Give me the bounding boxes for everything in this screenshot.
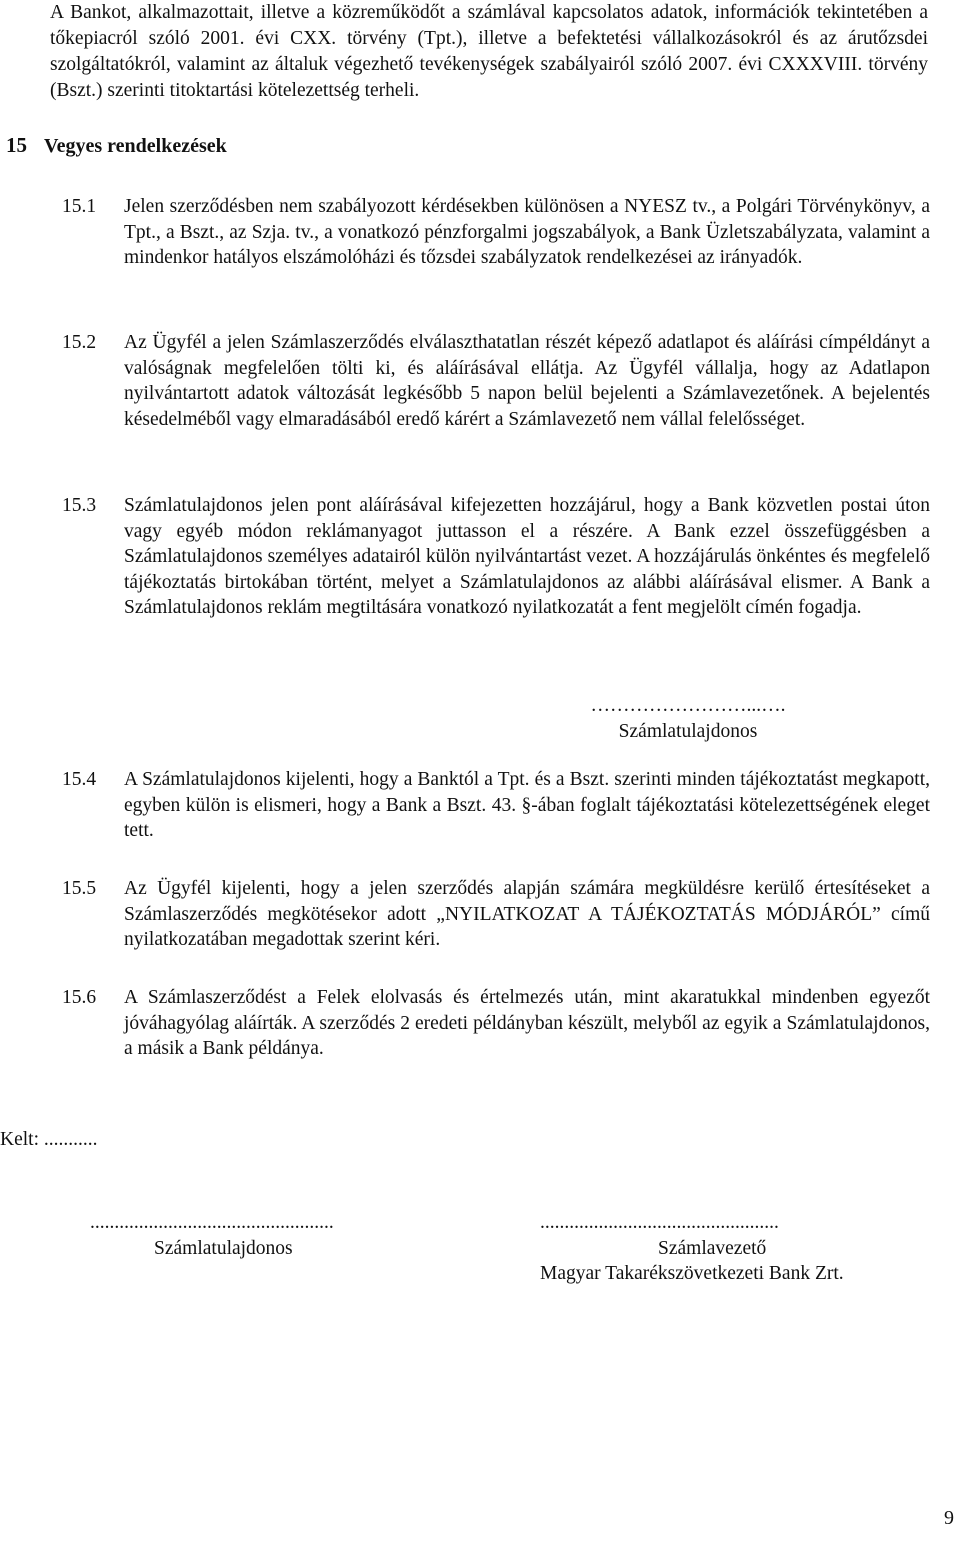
section-text: Számlatulajdonos jelen pont aláírásával kifejezetten hozzájárul, hogy a Bank közvetlen postai úton vagy egyéb módon reklámanyagot juttasson el a részére. A Bank ezzel összefüggésben a Számlatulajdonos személyes adatairól külön nyilvántartást vezet. A hozzájárulás önkéntes és megfelelő tájékoztatás birtokában történt, melyet a Számlatulajdonos az alábbi aláírásával elismer. A Bank a Számlatulajdonos reklám megtiltására vonatkozó nyilatkozatát a fent megjelölt címén fogadja.	[124, 495, 930, 618]
signature-line: ..................................................	[90, 1212, 334, 1233]
signature-account-holder	[90, 1210, 390, 1261]
signature-label: Számlavezető	[658, 1237, 767, 1259]
signature-line: ……………………...….	[590, 695, 786, 716]
signature-label: Számlatulajdonos	[154, 1237, 293, 1259]
section-text: Jelen szerződésben nem szabályozott kérdésekben különösen a NYESZ tv., a Polgári Törvénykönyv, a Tpt., a Bszt., az Szja. tv., a vonatkozó pénzforgalmi jogszabályok, a Bank Üzletszabályzata, valamint a mindenkor hatályos elszámolóházi és tőzsdei szabályzatok rendelkezései az irányadók.	[124, 196, 930, 268]
heading-title: Vegyes rendelkezések	[44, 135, 227, 157]
section-number: 15.4	[62, 769, 97, 790]
section-text: Az Ügyfél kijelenti, hogy a jelen szerződés alapján számára megküldésre kerülő értesítéseket a Számlaszerződés megkötésekor adott „NYILATKOZAT A TÁJÉKOZTATÁS MÓDJÁRÓL” című nyilatkozatában megadottak szerint kéri.	[124, 878, 930, 950]
section-15-6	[62, 985, 930, 1062]
heading-number: 15	[6, 133, 27, 157]
signature-sublabel: Magyar Takarékszövetkezeti Bank Zrt.	[540, 1263, 844, 1284]
inline-signature	[538, 693, 838, 744]
date-place-field: Kelt: ...........	[0, 1129, 98, 1150]
page-number: 9	[944, 1507, 954, 1529]
section-number: 15.3	[62, 495, 97, 516]
section-heading	[6, 133, 227, 160]
section-number: 15.2	[62, 332, 97, 353]
section-text: Az Ügyfél a jelen Számlaszerződés elválaszthatatlan részét képező adatlapot és aláírási címpéldányt a valóságnak megfelelően tölti ki, és aláírásával ellátja. Az Ügyfél vállalja, hogy az Adatlapon nyilvántartott adatok változását legkésőbb 5 napon belül bejelenti a Számlavezetőnek. A bejelentés késedelméből vagy elmaradásából eredő kárért a Számlavezető nem vállal felelősséget.	[124, 332, 930, 430]
section-number: 15.1	[62, 196, 97, 217]
section-15-2	[62, 330, 930, 432]
section-text: A Számlatulajdonos kijelenti, hogy a Banktól a Tpt. és a Bszt. szerinti minden tájékoztatást megkapott, egyben külön is elismeri, hogy a Bank a Bszt. 43. §-ában foglalt tájékoztatási kötelezettségének eleget tett.	[124, 769, 930, 841]
section-15-5	[62, 876, 930, 953]
section-15-1	[62, 194, 930, 271]
section-number: 15.5	[62, 878, 97, 899]
section-15-4	[62, 767, 930, 844]
section-number: 15.6	[62, 987, 97, 1008]
section-text: A Számlaszerződést a Felek elolvasás és értelmezés után, mint akaratukkal mindenben egyezőt jóváhagyólag aláírták. A szerződés 2 eredeti példányban készült, melyből az egyik a Számlatulajdonos, a másik a Bank példánya.	[124, 987, 930, 1059]
signature-line: .................................................	[540, 1212, 779, 1233]
section-15-3	[62, 493, 930, 621]
signature-label: Számlatulajdonos	[618, 720, 758, 742]
intro-paragraph: A Bankot, alkalmazottait, illetve a közreműködőt a számlával kapcsolatos adatok, információk tekintetében a tőkepiacról szóló 2001. évi CXX. törvény (Tpt.), illetve a befektetési vállalkozásokról és az árutőzsdei szolgáltatókról, valamint az általuk végezhető tevékenységek szabályairól szóló 2007. évi CXXXVIII. törvény (Bszt.) szerinti titoktartási kötelezettség terheli.	[50, 2, 928, 101]
signature-bank	[540, 1210, 920, 1287]
